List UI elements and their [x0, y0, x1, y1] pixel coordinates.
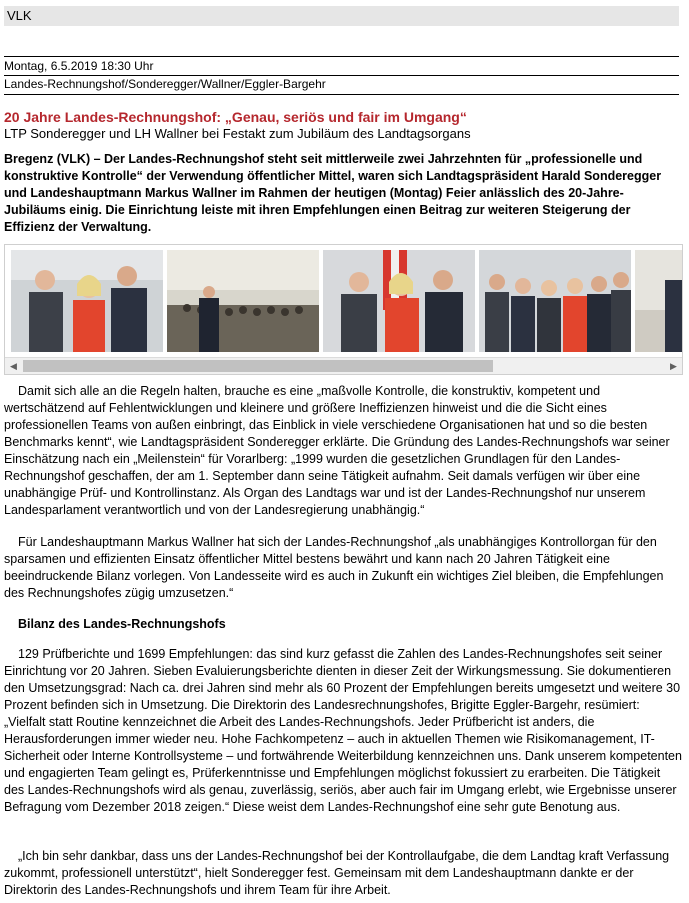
scroll-right-icon[interactable]: ▶ — [670, 361, 677, 371]
gallery-photo-1[interactable] — [11, 250, 163, 352]
scroll-left-icon[interactable]: ◀ — [10, 361, 17, 371]
paragraph-4-text: „Ich bin sehr dankbar, dass uns der Landes-Rechnungshof bei der Kontrollaufgabe, die dem Landtag kraft Verfassung zukommt, professionell unterstützt“, hielt Sonderegger fest. Gemeinsam mit dem Landeshauptmann dankte er der Direktorin des Landes-Rechnungshofs und ihrem Team für ihre Arbeit. — [4, 849, 670, 897]
agency-header-bar — [4, 6, 679, 26]
section-heading: Bilanz des Landes-Rechnungshofs — [18, 617, 226, 631]
gallery-scrollbar[interactable] — [5, 357, 682, 374]
article-lead: Bregenz (VLK) – Der Landes-Rechnungshof steht seit mittlerweile zwei Jahrzehnten für „professionelle und konstruktive Kontrolle“ der Verwendung öffentlicher Mittel, waren sich Landtagspräsident Harald Sonderegger und Landeshauptmann Markus Wallner im Rahmen der heutigen (Montag) Feier anlässlich des 20-Jahre-Jubiläums einig. Die Einrichtung leiste mit ihren Empfehlungen einen Beitrag zur weiteren Steigerung der Effizienz der Verwaltung. — [4, 152, 662, 234]
gallery-photo-2[interactable] — [167, 250, 319, 352]
agency-label: VLK — [7, 8, 32, 23]
gallery-photo-3[interactable] — [323, 250, 475, 352]
gallery-photo-4[interactable] — [479, 250, 631, 352]
gallery-photo-5[interactable] — [635, 250, 683, 352]
article-subtitle: LTP Sonderegger und LH Wallner bei Festakt zum Jubiläum des Landtagsorgans — [4, 126, 471, 141]
paragraph-3-text: 129 Prüfberichte und 1699 Empfehlungen: das sind kurz gefasst die Zahlen des Landes-Rechnungshofes seit seiner Einrichtung vor 20 Jahren. Sieben Evaluierungsberichte dienten in dieser Zeit der Wirkungsmessung. Sie dokumentieren den Umsetzungsgrad: Nach ca. drei Jahren sind mehr als 60 Prozent der Empfehlungen bereits umgesetzt und weitere 30 Prozent befinden sich in Umsetzung. Die Direktorin des Landesrechnungshofes, Brigitte Eggler-Bargehr, resümiert: „Vielfalt statt Routine kennzeichnet die Arbeit des Landes-Rechnungshofs. Jeder Prüfbericht ist anders, die Herausforderungen immer wieder neu. Hohe Fachkompetenz – auch in aktuellen Themen wie Risikomanagement, IT-Sicherheit oder Interne Kontrollsysteme – und fortwährende Weiterbildung kennzeichnen uns. Dank unserem kompetenten und engagierten Team gelingt es, Prüferkenntnisse und Empfehlungen möglichst fokussiert zu erarbeiten. Die Tätigkeit des Landes-Rechnungshofs wird als genau, zuverlässig, seriös, aber auch fair im Umgang erlebt, wie Ergebnisse unserer Befragung vom Dezember 2018 zeigen.“ Diese weist dem Landes-Rechnungshof eine sehr gute Benotung aus. — [4, 647, 682, 814]
paragraph-2 — [4, 534, 682, 602]
paragraph-1-text: Damit sich alle an die Regeln halten, brauche es eine „maßvolle Kontrolle, die konstruktiv, kompetent und wertschätzend auf Fehlentwicklungen und kleinere und größere Ineffizienzen hinweist und die die Sicht eines professionellen Teams von außen einbringt, das Einblick in viele verschiedene Organisationen hat und so die besten Benchmarks kennt“, wie Landtagspräsident Sonderegger erklärte. Die Gründung des Landes-Rechnungshofs war seiner Einschätzung nach ein „Meilenstein“ für Vorarlberg: „1999 wurden die gesetzlichen Grundlagen für den Landes-Rechnungshof geschaffen, der am 1. September dann seine Tätigkeit aufnahm. Seit damals verfügen wir über eine unabhängige Prüf- und Kontrollinstanz. Als Organ des Landtags war und ist der Landes-Rechnungshof nur unserem Landesparlament verantwortlich und von der Landesregierung unabhängig.“ — [4, 384, 670, 517]
divider-middle — [4, 75, 679, 76]
photo-gallery[interactable] — [4, 244, 683, 375]
photo-credits: Landes-Rechnungshof/Sonderegger/Wallner/Eggler-Bargehr — [4, 77, 326, 91]
paragraph-3 — [4, 646, 682, 816]
publish-date: Montag, 6.5.2019 18:30 Uhr — [4, 59, 154, 73]
paragraph-1 — [4, 383, 682, 519]
scroll-thumb[interactable] — [23, 360, 493, 372]
paragraph-4 — [4, 848, 682, 899]
divider-bottom — [4, 94, 679, 95]
article-title: 20 Jahre Landes-Rechnungshof: „Genau, seriös und fair im Umgang“ — [4, 109, 467, 125]
divider-top — [4, 56, 679, 57]
paragraph-2-text: Für Landeshauptmann Markus Wallner hat sich der Landes-Rechnungshof „als unabhängiges Kontrollorgan für den sparsamen und effizienten Einsatz öffentlicher Mittel bestens bewährt und kann nach 20 Jahren Tätigkeit eine beeindruckende Bilanz vorlegen. Von Landesseite wird es auch in Zukunft ein wichtiges Ziel bleiben, die Empfehlungen des Rechnungshofes zügig umzusetzen.“ — [4, 535, 664, 600]
